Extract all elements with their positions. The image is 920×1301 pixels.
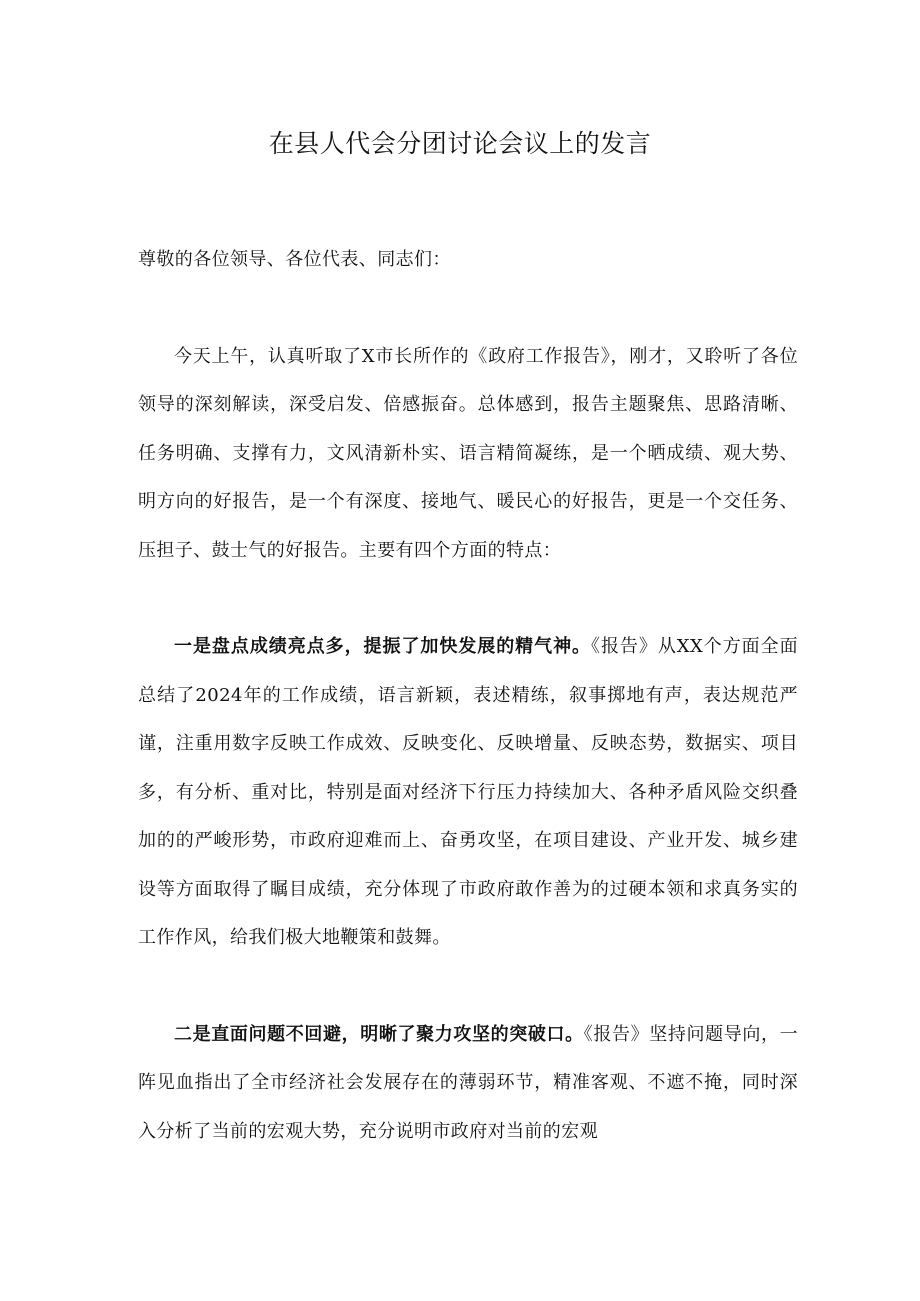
paragraph-intro [138, 333, 798, 576]
paragraph-lead: 二是直面问题不回避，明晰了聚力攻坚的突破口。 [174, 1023, 584, 1045]
paragraph-lead: 一是盘点成绩亮点多，提振了加快发展的精气神。 [174, 636, 592, 657]
salutation: 尊敬的各位领导、各位代表、同志们： [138, 249, 451, 270]
document-title: 在县人代会分团讨论会议上的发言 [268, 129, 652, 158]
document-body [138, 236, 798, 1156]
paragraph-point-two [138, 1011, 798, 1157]
paragraph-text: 《报告》坚持问题导向，一阵见血指出了全市经济社会发展存在的薄弱环节，精准客观、不遮不掩，同时深入分析了当前的宏观大势，充分说明市政府对当前的宏观 [138, 1023, 798, 1142]
paragraph-point-one [138, 623, 798, 963]
paragraph-text: 《报告》从XX个方面全面总结了2024年的工作成绩，语言新颖，表述精练，叙事掷地有声，表达规范严谨，注重用数字反映工作成效、反映变化、反映增量、反映态势，数据实、项目多，有分析、重对比，特别是面对经济下行压力持续加大、各种矛盾风险交织叠加的的严峻形势，市政府迎难而上、奋勇攻坚，在项目建设、产业开发、城乡建设等方面取得了瞩目成绩，充分体现了市政府敢作善为的过硬本领和求真务实的工作作风，给我们极大地鞭策和鼓舞。 [138, 636, 798, 948]
paragraph-text: 今天上午，认真听取了X市长所作的《政府工作报告》，刚才，又聆听了各位领导的深刻解读，深受启发、倍感振奋。总体感到，报告主题聚焦、思路清晰、任务明确、支撑有力，文风清新朴实、语言精简凝练，是一个晒成绩、观大势、明方向的好报告，是一个有深度、接地气、暖民心的好报告，更是一个交任务、压担子、鼓士气的好报告。主要有四个方面的特点： [138, 345, 798, 561]
